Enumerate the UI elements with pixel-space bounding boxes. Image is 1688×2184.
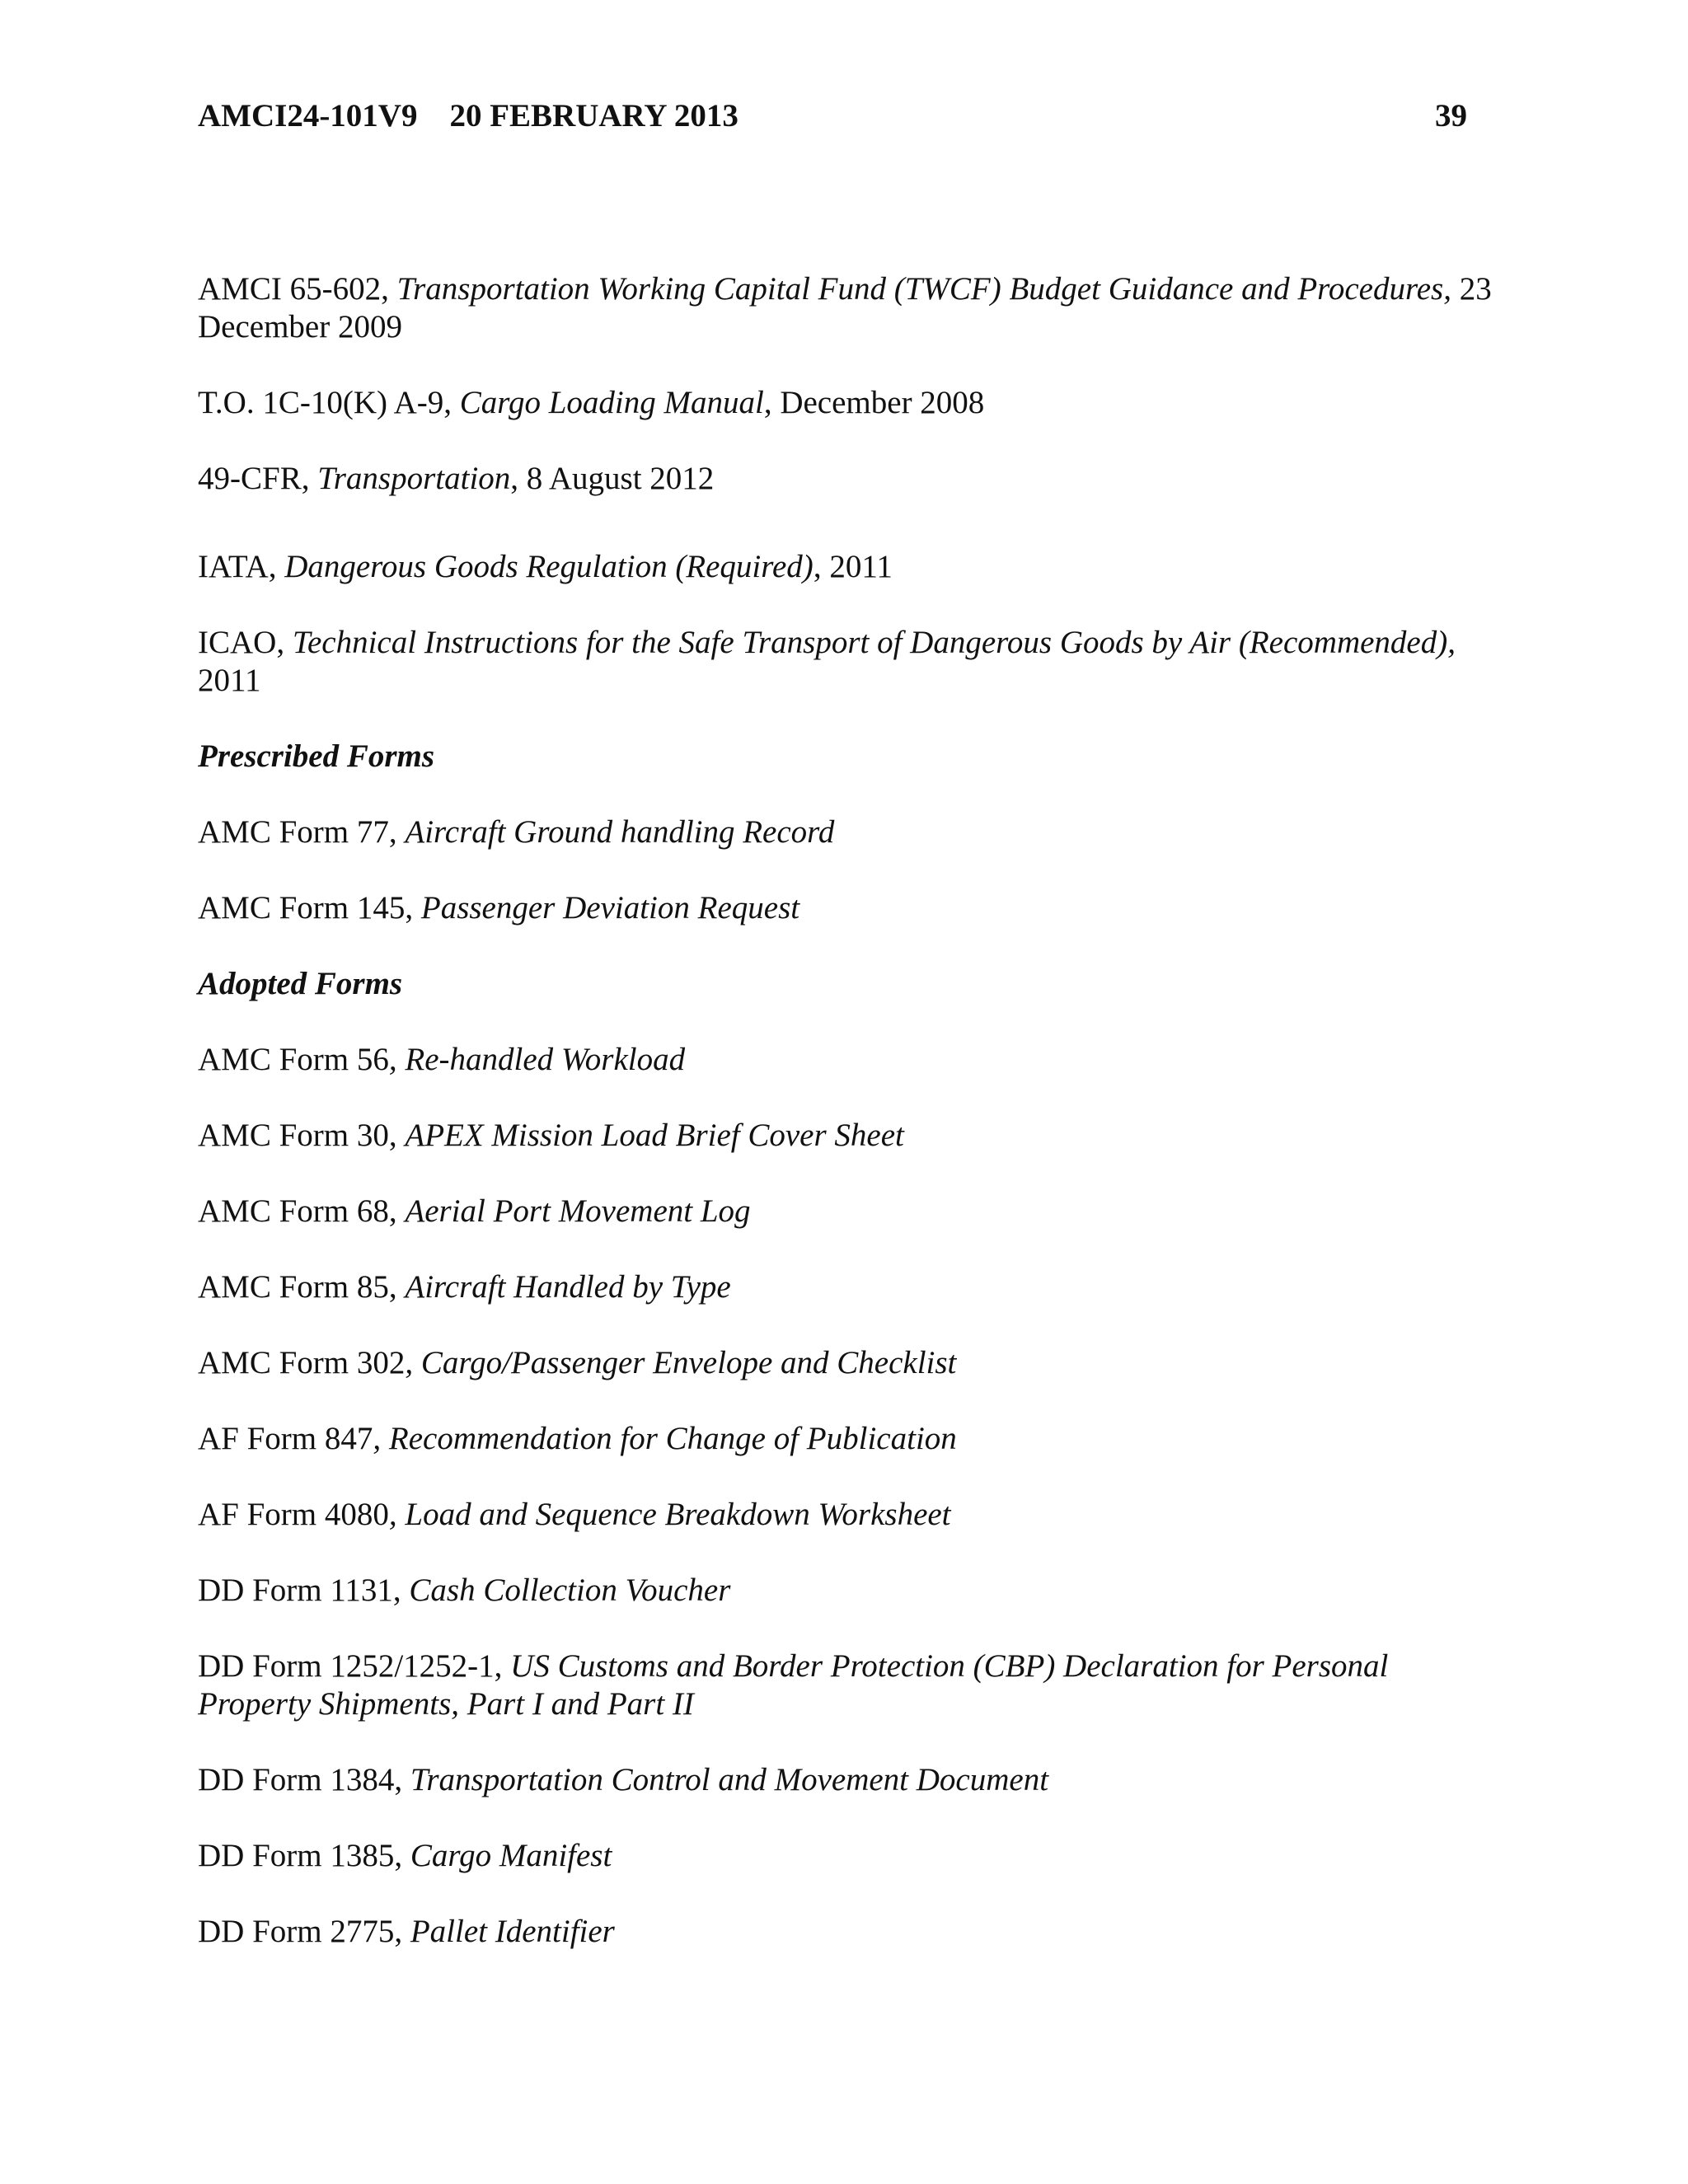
form-entry: DD Form 1385, Cargo Manifest — [198, 1838, 612, 1873]
reference-entry: AMCI 65-602, Transportation Working Capital Fund (TWCF) Budget Guidance and Procedures, 23 December 2009 — [198, 271, 1492, 344]
section-heading-adopted-forms: Adopted Forms — [198, 966, 403, 1001]
form-entry: DD Form 1131, Cash Collection Voucher — [198, 1572, 731, 1608]
form-entry: AMC Form 302, Cargo/Passenger Envelope and Checklist — [198, 1345, 957, 1380]
reference-entry: IATA, Dangerous Goods Regulation (Required), 2011 — [198, 549, 893, 584]
form-entry: DD Form 2775, Pallet Identifier — [198, 1914, 615, 1949]
form-entry: AMC Form 56, Re-handled Workload — [198, 1042, 686, 1077]
form-entry: DD Form 1384, Transportation Control and Movement Document — [198, 1762, 1049, 1797]
page-number: 39 — [1435, 98, 1467, 134]
reference-entry: 49-CFR, Transportation, 8 August 2012 — [198, 461, 715, 496]
form-entry: AMC Form 77, Aircraft Ground handling Record — [198, 814, 835, 850]
form-entry: DD Form 1252/1252-1, US Customs and Border Protection (CBP) Declaration for Personal Property Shipments, Part I and Part II — [198, 1648, 1389, 1722]
reference-entry: T.O. 1C-10(K) A-9, Cargo Loading Manual, December 2008 — [198, 385, 985, 420]
form-entry: AF Form 4080, Load and Sequence Breakdown Worksheet — [198, 1497, 951, 1532]
form-entry: AF Form 847, Recommendation for Change of Publication — [198, 1421, 957, 1456]
form-entry: AMC Form 145, Passenger Deviation Request — [198, 890, 800, 926]
document-id: AMCI24-101V9 20 FEBRUARY 2013 — [198, 98, 738, 134]
form-entry: AMC Form 30, APEX Mission Load Brief Cover Sheet — [198, 1118, 904, 1153]
reference-entry: ICAO, Technical Instructions for the Safe Transport of Dangerous Goods by Air (Recommended), 2011 — [198, 625, 1456, 698]
form-entry: AMC Form 68, Aerial Port Movement Log — [198, 1193, 751, 1229]
section-heading-prescribed-forms: Prescribed Forms — [198, 738, 435, 774]
form-entry: AMC Form 85, Aircraft Handled by Type — [198, 1269, 731, 1305]
